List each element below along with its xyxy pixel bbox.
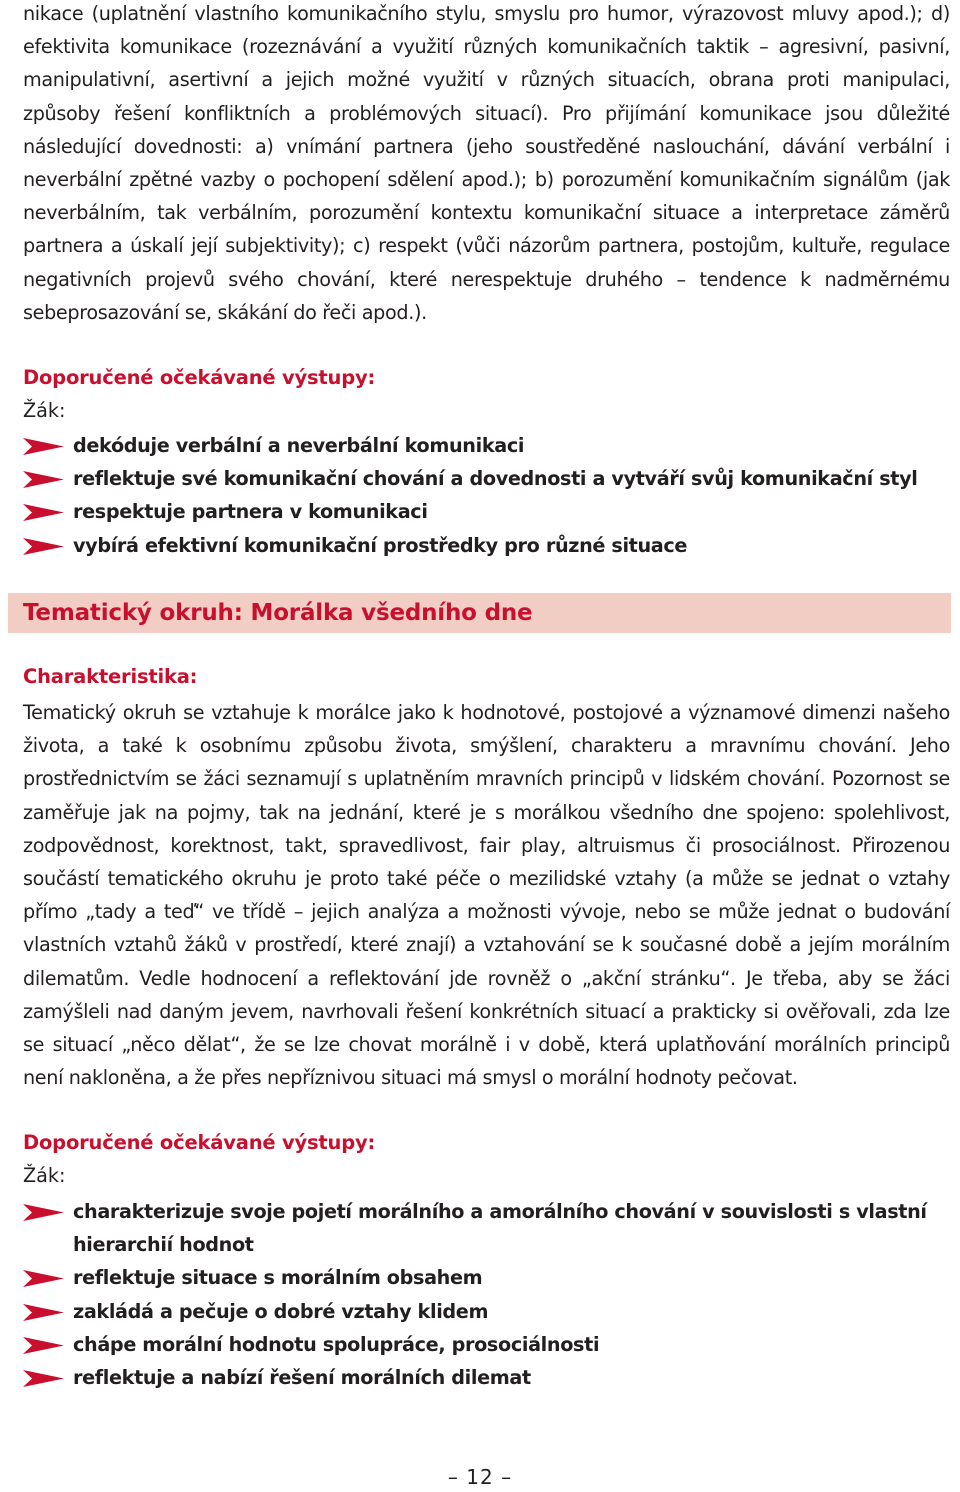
red-arrow-icon	[23, 1304, 64, 1321]
characteristics-heading: Charakteristika:	[23, 665, 198, 688]
red-arrow-icon	[23, 1204, 64, 1221]
characteristics-text: Tematický okruh se vztahuje k morálce jako k hodnotové, postojové a významové dimenzi našeho života, a také k osobnímu způsobu života, smýšlení, charakteru a mravnímu chování. Jeho prostřednictvím se žáci seznamují s uplatněním mravních principů v lidském chování. Pozornost se zaměřuje jak na pojmy, tak na jednání, které je s morálkou všedního dne spojeno: spolehlivost, zodpovědnost, korektnost, takt, spravedlivost, fair play, altruismus či prosociálnost. Přirozenou součástí tematického okruhu je proto také péče o mezilidské vztahy (a může se jednat o vztahy přímo „tady a teď“ ve třídě – jejich analýza a možnosti vývoje, nebo se může jednat o budování vlastních vztahů žáků v prostředí, které znají) a vztahování se k současné době a jejím morálním dilematům. Vedle hodnocení a reflektování jde rovněž o „akční stránku“. Je třeba, aby se žáci zamýšleli nad daným jevem, navrhovali řešení konkrétních situací a prakticky si ověřovali, zda lze se situací „něco dělat“, že se lze chovat morálně i v době, která uplatňování morálních principů není nakloněna, a že přes nepříznivou situaci má smysl o morální hodnoty pečovat.	[23, 701, 950, 1090]
page-number: – 12 –	[447, 1465, 513, 1489]
list-item	[0, 429, 960, 462]
red-arrow-icon	[23, 471, 64, 488]
section2-heading: Doporučené očekávané výstupy:	[23, 1131, 376, 1154]
section1-heading: Doporučené očekávané výstupy:	[23, 366, 376, 389]
outcome-text: respektuje partnera v komunikaci	[73, 500, 428, 524]
intro-paragraph: nikace (uplatnění vlastního komunikačního stylu, smyslu pro humor, výrazovost mluvy apod.); d) efektivita komunikace (rozeznávání a využití různých komunikačních taktik – agresivní, pasivní, manipulativní, asertivní a jejich možné využití v různých situacích, obrana proti manipulaci, způsoby řešení konfliktních a problémových situací). Pro přijímání komunikace jsou důležité následující dovednosti: a) vnímání partnera (jeho soustředěné naslouchání, dávání verbální i neverbální zpětné vazby o pochopení sdělení apod.); b) porozumění komunikačním signálům (jak neverbálním, tak verbálním, porozumění kontextu komunikační situace a interpretace záměrů partnera a úskalí její subjektivity); c) respekt (vůči názorům partnera, postojům, kultuře, regulace negativních projevů svého chování, které nerespektuje druhého – tendence k nadměrnému sebeprosazování se, skákání do řeči apod.).	[23, 2, 950, 324]
red-arrow-icon	[23, 504, 64, 521]
thematic-band-title: Tematický okruh: Morálka všedního dne	[23, 600, 533, 626]
list-item	[0, 1361, 960, 1394]
list-item	[0, 529, 960, 562]
outcome-text: charakterizuje svoje pojetí morálního a amorálního chování v souvislosti s vlastní hierarchií hodnot	[73, 1200, 927, 1257]
list-item	[0, 1328, 960, 1361]
section2-outcomes-list	[0, 1195, 960, 1394]
outcome-text: zakládá a pečuje o dobré vztahy klidem	[73, 1299, 489, 1323]
thematic-band	[8, 593, 951, 633]
list-item	[0, 1295, 960, 1328]
red-arrow-icon	[23, 1337, 64, 1354]
outcome-text: reflektuje a nabízí řešení morálních dilemat	[73, 1366, 531, 1390]
red-arrow-icon	[23, 1370, 64, 1387]
outcome-text: chápe morální hodnotu spolupráce, prosociálnosti	[73, 1332, 600, 1356]
list-item	[0, 1261, 960, 1294]
list-item	[0, 462, 960, 495]
section1-outcomes-list	[0, 429, 960, 562]
outcome-text: vybírá efektivní komunikační prostředky pro různé situace	[73, 533, 688, 557]
list-item	[0, 1195, 960, 1261]
section1-student-label: Žák:	[23, 399, 66, 422]
red-arrow-icon	[23, 538, 64, 555]
section2-student-label: Žák:	[23, 1164, 66, 1187]
outcome-text: reflektuje situace s morálním obsahem	[73, 1266, 483, 1290]
outcome-text: reflektuje své komunikační chování a dovednosti a vytváří svůj komunikační styl	[73, 467, 918, 491]
outcome-text: dekóduje verbální a neverbální komunikaci	[73, 434, 525, 457]
red-arrow-icon	[23, 438, 64, 455]
red-arrow-icon	[23, 1270, 64, 1287]
list-item	[0, 495, 960, 528]
